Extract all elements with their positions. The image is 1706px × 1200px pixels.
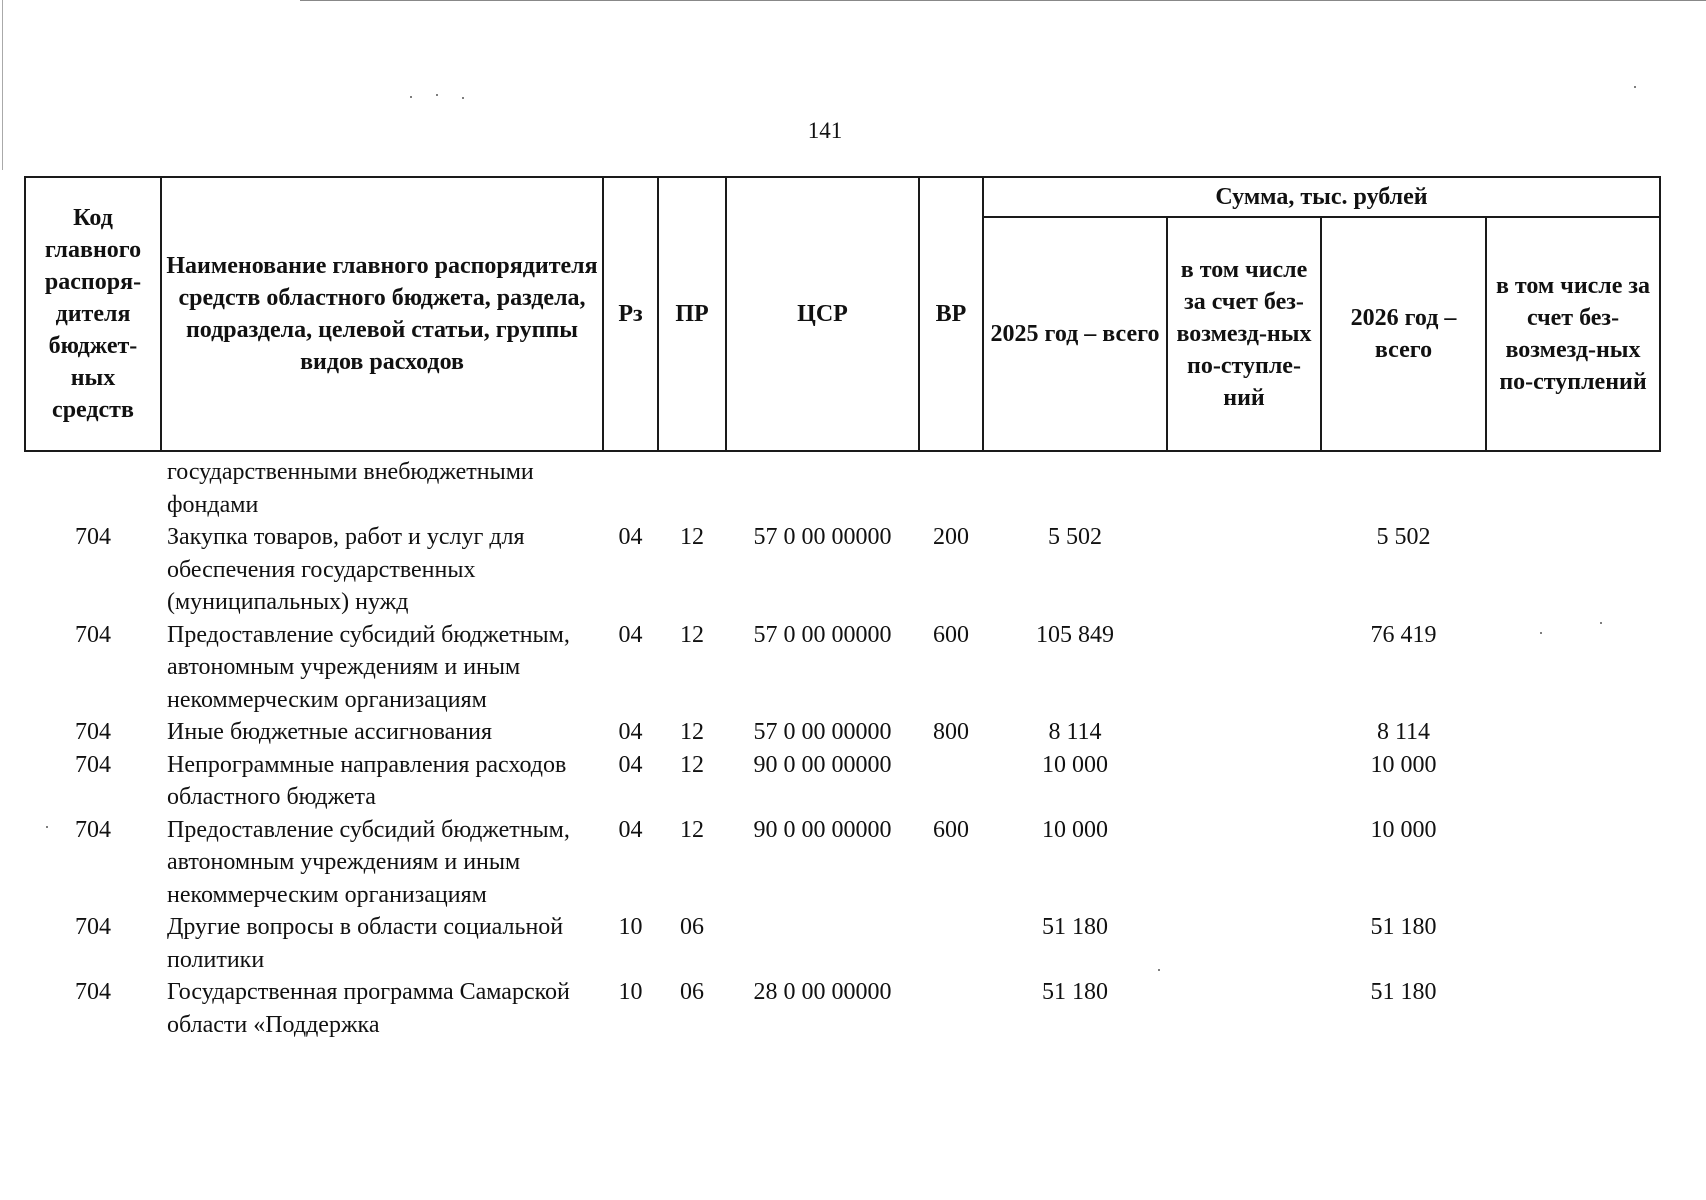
cell-code: 704: [75, 719, 111, 745]
cell-2025-free: [1167, 749, 1321, 814]
cell-2025-total: [983, 451, 1167, 521]
cell-2026-total: 8 114: [1376, 719, 1431, 745]
header-name: Наименование главного распорядителя средств областного бюджета, раздела, подраздела, целевой статьи, группы видов расходов: [161, 177, 603, 451]
cell-2025-total: 5 502: [1048, 524, 1102, 550]
header-sum-group: Сумма, тыс. рублей: [983, 177, 1660, 217]
cell-2026-free: [1486, 814, 1660, 912]
cell-code: 704: [75, 979, 111, 1005]
cell-name: Государственная программа Самарской области «Поддержка: [167, 979, 570, 1038]
cell-2025-free: [1167, 451, 1321, 521]
cell-vr: 600: [933, 816, 969, 843]
header-pr: ПР: [658, 177, 726, 451]
cell-2025-total: 10 000: [1042, 816, 1108, 843]
header-csr: ЦСР: [726, 177, 919, 451]
cell-pr: [658, 451, 726, 521]
cell-2026-free: [1486, 911, 1660, 976]
cell-vr: [919, 749, 983, 814]
cell-csr: 90 0 00 00000: [753, 816, 892, 843]
cell-csr: 57 0 00 00000: [753, 621, 892, 648]
cell-2026-free: [1486, 749, 1660, 814]
cell-2026-total: 51 180: [1370, 979, 1437, 1005]
cell-name: Закупка товаров, работ и услуг для обеспечения государственных (муниципальных) нужд: [167, 524, 525, 615]
cell-2026-total: 10 000: [1370, 816, 1437, 843]
cell-2025-free: [1167, 716, 1321, 749]
cell-vr: [919, 451, 983, 521]
table-row: [25, 521, 1660, 619]
cell-code: 704: [75, 914, 111, 940]
cell-code: 704: [75, 751, 111, 778]
cell-name: Предоставление субсидий бюджетным, автономным учреждениям и иным некоммерческим организациям: [167, 816, 570, 908]
cell-2025-total: 51 180: [1042, 914, 1108, 940]
header-2026-free: в том числе за счет без-возмезд-ных по-ступлений: [1486, 217, 1660, 451]
scan-speck: [436, 94, 438, 96]
cell-2026-free: [1486, 619, 1660, 717]
header-code: Код главного распоря-дителя бюджет-ных средств: [25, 177, 161, 451]
page-number: 141: [807, 118, 843, 143]
cell-2025-free: [1167, 814, 1321, 912]
cell-2026-total: 5 502: [1376, 524, 1431, 550]
cell-2026-free: [1486, 976, 1660, 1041]
cell-rz: 04: [618, 816, 643, 843]
table-row: [25, 814, 1660, 912]
cell-pr: 12: [680, 751, 704, 778]
cell-csr: [726, 451, 919, 521]
cell-vr: [919, 976, 983, 1041]
cell-vr: [919, 911, 983, 976]
cell-2025-free: [1167, 976, 1321, 1041]
cell-pr: 12: [680, 621, 704, 648]
cell-rz: 04: [618, 751, 643, 778]
cell-rz: 04: [618, 524, 643, 550]
cell-name: Иные бюджетные ассигнования: [167, 719, 492, 745]
cell-vr: 800: [933, 719, 969, 745]
scan-speck: [1634, 86, 1636, 88]
scan-speck: [462, 97, 464, 99]
scan-edge-line-left: [2, 0, 3, 170]
cell-code: [25, 451, 161, 521]
scan-edge-line: [300, 0, 1706, 1]
table-row: [25, 911, 1660, 976]
header-2026-total: 2026 год – всего: [1321, 217, 1486, 451]
cell-pr: 12: [680, 816, 704, 843]
cell-csr: 57 0 00 00000: [753, 719, 892, 745]
table-row: [25, 749, 1660, 814]
cell-name: Непрограммные направления расходов областного бюджета: [167, 751, 567, 810]
cell-pr: 06: [680, 914, 704, 940]
cell-csr: 57 0 00 00000: [753, 524, 892, 550]
cell-csr: [726, 911, 919, 976]
header-rz: Рз: [603, 177, 658, 451]
cell-code: 704: [75, 621, 111, 648]
cell-rz: 04: [618, 621, 643, 648]
cell-2026-total: 10 000: [1370, 751, 1437, 778]
header-vr: ВР: [919, 177, 983, 451]
table-header: [25, 177, 1660, 451]
cell-pr: 06: [680, 979, 704, 1005]
cell-vr: 600: [933, 621, 969, 648]
table-row: [25, 619, 1660, 717]
header-2025-free: в том числе за счет без-возмезд-ных по-ступле-ний: [1167, 217, 1321, 451]
cell-2025-free: [1167, 521, 1321, 619]
cell-2025-total: 105 849: [1036, 621, 1114, 648]
cell-2025-free: [1167, 911, 1321, 976]
table-row: [25, 976, 1660, 1041]
cell-2026-total: [1321, 451, 1486, 521]
cell-2025-total: 51 180: [1042, 979, 1108, 1005]
table-row: [25, 451, 1660, 521]
cell-2026-free: [1486, 451, 1660, 521]
cell-code: 704: [75, 524, 111, 550]
table-body: [25, 451, 1660, 1041]
cell-name: Предоставление субсидий бюджетным, автономным учреждениям и иным некоммерческим организациям: [167, 621, 570, 713]
cell-code: 704: [75, 816, 111, 843]
cell-2025-free: [1167, 619, 1321, 717]
cell-2025-total: 8 114: [1048, 719, 1102, 745]
scan-speck: [410, 96, 412, 98]
cell-rz: [603, 451, 658, 521]
cell-vr: 200: [933, 524, 969, 550]
cell-2026-free: [1486, 716, 1660, 749]
cell-name: государственными внебюджетными фондами: [167, 459, 534, 518]
budget-table: [24, 176, 1661, 1041]
cell-csr: 90 0 00 00000: [753, 751, 892, 778]
table-row: [25, 716, 1660, 749]
cell-rz: 10: [618, 914, 643, 940]
cell-2026-free: [1486, 521, 1660, 619]
cell-2025-total: 10 000: [1042, 751, 1108, 778]
cell-csr: 28 0 00 00000: [753, 979, 892, 1005]
header-2025-total: 2025 год – всего: [983, 217, 1167, 451]
cell-2026-total: 76 419: [1370, 621, 1437, 648]
cell-pr: 12: [680, 719, 704, 745]
cell-pr: 12: [680, 524, 704, 550]
cell-rz: 04: [618, 719, 643, 745]
cell-name: Другие вопросы в области социальной политики: [167, 914, 564, 973]
cell-rz: 10: [618, 979, 643, 1005]
cell-2026-total: 51 180: [1370, 914, 1437, 940]
